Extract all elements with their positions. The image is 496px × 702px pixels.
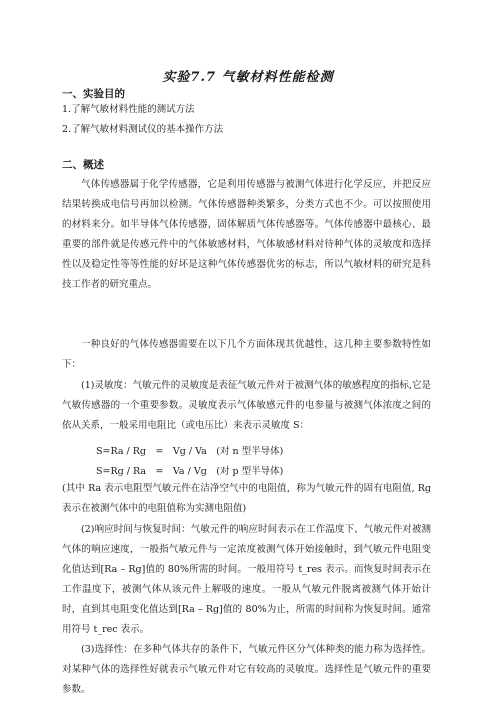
formula-n-type: S=Ra / Rg = Vg / Va (对 n 型半导体) <box>96 446 284 457</box>
section-heading-overview: 二、概述 <box>62 159 104 171</box>
selectivity-paragraph: (3)选择性：在多种气体共存的条件下，气敏元件区分气体种类的能力称为选择性。对某种气体的选择性好就表示气敏元件对它有较高的灵敏度。选择性是气敏元件的重要参数。 <box>62 644 431 695</box>
resistance-note-paragraph: (其中 Ra 表示电阻型气敏元件在洁净空气中的电阻值，称为气敏元件的固有电阻值, Rg 表示在被测气体中的电阻值称为实测电阻值) <box>62 483 431 514</box>
overview-paragraph-2: 一种良好的气体传感器需要在以下几个方面体现其优越性，这几种主要参数特性如下： <box>62 339 431 370</box>
formula-p-type: S=Rg / Ra = Va / Vg (对 p 型半导体) <box>96 466 284 477</box>
section-heading-purpose: 一、实验目的 <box>62 88 125 100</box>
purpose-item-2: 2.了解气敏材料测试仪的基本操作方法 <box>62 124 224 135</box>
response-time-paragraph: (2)响应时间与恢复时间：气敏元件的响应时间表示在工作温度下、气敏元件对被测气体的响应速度，一般指气敏元件与一定浓度被测气体开始接触时，到气敏元件电阻变化值达到[Ra – Rg]值的 80%所需的时间。一般用符号 t_res 表示。而恢复时间表示在工作温度下，被测气体从该元件上解吸的速度。一般从气敏元件脱离被测气体开始计时，直到其电阻变化值达到[Ra – Rg]值的 80%为止，所需的时间称为恢复时间。通常用符号 t_rec 表示。 <box>62 524 431 635</box>
sensitivity-paragraph: (1)灵敏度：气敏元件的灵敏度是表征气敏元件对于被测气体的敏感程度的指标,它是气敏传感器的一个重要参数。灵敏度表示气体敏感元件的电参量与被测气体浓度之间的依从关系，一般采用电阻比（或电压比）来表示灵敏度 S： <box>62 380 431 431</box>
page-title: 实验7.7 气敏材料性能检测 <box>162 70 334 85</box>
purpose-item-1: 1.了解气敏材料性能的测试方法 <box>62 104 195 115</box>
overview-paragraph-1: 气体传感器属于化学传感器，它是利用传感器与被测气体进行化学反应，并把反应结果转换成电信号再加以检测。气体传感器种类繁多，分类方式也不少。可以按照使用的材料来分。如半导体气体传感器，固体解质气体传感器等。气体传感器中最核心、最重要的部件就是传感元件中的气体敏感材料，气体敏感材料对待种气体的灵敏度和选择性以及稳定性等等性能的好坏是这种气体传感器优劣的标志，所以气敏材料的研究是科技工作者的研究重点。 <box>62 179 431 290</box>
